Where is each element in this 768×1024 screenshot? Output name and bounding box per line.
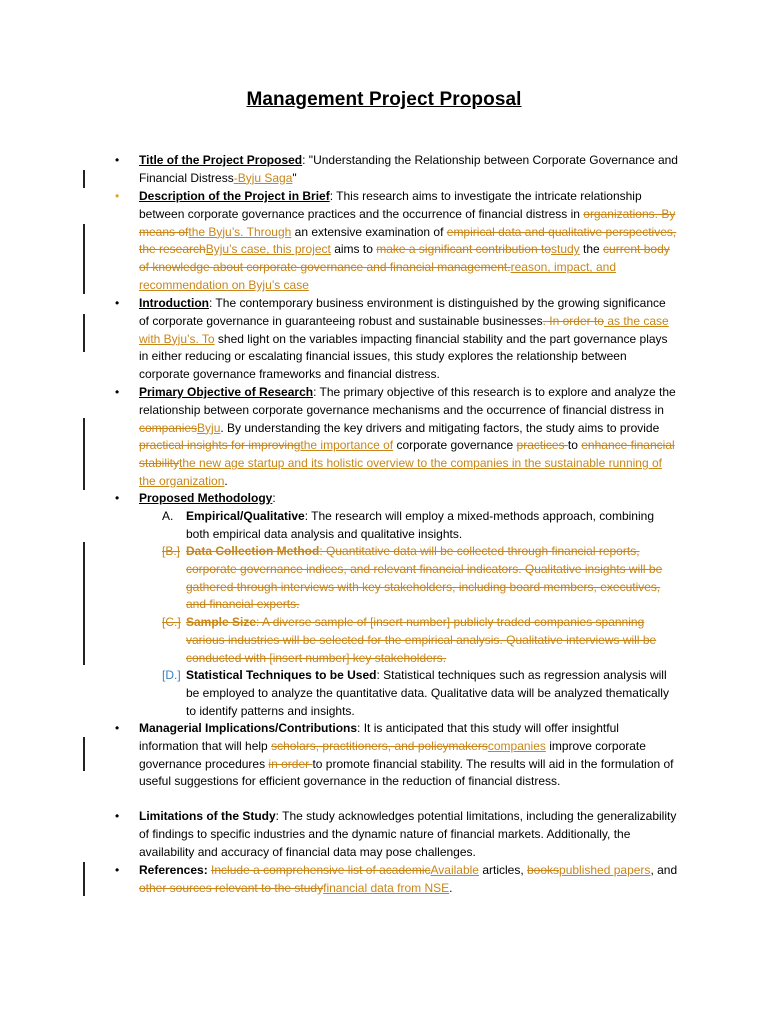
section-label: References: (139, 863, 208, 877)
deleted-text: other sources relevant to the study (139, 880, 324, 895)
section-text: an extensive examination of (291, 224, 447, 239)
method-data-collection (186, 543, 676, 614)
bullet-marker: • (115, 721, 120, 735)
inserted-text: the new age startup and its holistic overview to the companies in the sustainable running of the organization (139, 456, 662, 488)
inserted-text: Byju’s case, this project (205, 242, 331, 257)
inserted-text: study (551, 242, 580, 257)
deleted-text: scholars, practitioners, and policymakers (271, 738, 488, 753)
section-references (139, 862, 679, 898)
sub-marker-d: [D.] (162, 668, 181, 682)
section-text: . By understanding the key drivers and mitigating factors, the study aims to provide (220, 420, 660, 435)
page-title: Management Project Proposal (246, 89, 522, 110)
sub-label: Empirical/Qualitative (186, 509, 305, 523)
change-bar (83, 170, 85, 188)
section-text: aims to (330, 242, 377, 257)
sub-text: : Statistical techniques such as regression analysis will be employed to analyze the quantitative data. Qualitative data will be analyzed thematically to identify patterns and insights. (186, 668, 669, 718)
sub-text: : A diverse sample of [insert number] publicly traded companies spanning various industries will be selected for the empirical analysis. Qualitative interviews will be conducted with [insert number] key stakeholders. (186, 615, 657, 665)
change-bar (83, 737, 85, 771)
bullet-marker: • (115, 153, 120, 167)
inserted-text: as the case with Byju’s. To (139, 313, 669, 346)
section-text: shed light on the variables impacting financial stability and the part governance plays in either reducing or escalating financial issues, this study explores the relationship between corporate governance frameworks and financial distress. (139, 331, 668, 382)
deleted-text: . In order to (542, 313, 604, 328)
section-text: articles, (478, 863, 527, 877)
bullet-marker: • (115, 385, 120, 399)
sub-text: : The research will employ a mixed-methods approach, combining both empirical data analysis and qualitative insights. (186, 509, 654, 541)
deleted-text: Include a comprehensive list of academic (211, 863, 431, 877)
section-text: to promote financial stability. The results will aid in the formulation of useful suggestions for efficient governance in the reduction of financial distress. (139, 756, 674, 789)
inserted-text: the Byju’s. Through (188, 224, 292, 239)
section-label: Proposed Methodology (139, 491, 273, 505)
change-bar (83, 224, 85, 294)
sub-text: : Quantitative data will be collected through financial reports, corporate governance indices, and relevant financial indicators. Qualitative insights will be gathered through interviews with key stakeholders, including board members, executives, and financial experts. (186, 544, 663, 612)
deleted-text: practical insights for improving (139, 438, 301, 453)
section-description (139, 188, 679, 295)
section-text: " (292, 170, 297, 185)
section-text: . (449, 880, 453, 895)
section-text: : This research aims to investigate the intricate relationship between corporate governance practices and the occurrence of financial distress in (139, 189, 642, 221)
inserted-text: published papers (559, 863, 651, 877)
deleted-text: organizations. By means of (139, 206, 676, 239)
inserted-text: Byju (197, 420, 221, 435)
section-text: corporate governance (393, 438, 517, 453)
inserted-text: financial data from NSE (323, 880, 450, 895)
deleted-text: practices (516, 438, 568, 453)
inserted-text: reason, impact, and recommendation on Byju’s case (139, 260, 616, 292)
inserted-text: -Byju Saga (233, 170, 293, 185)
section-text: improve corporate governance procedures (139, 738, 646, 771)
section-text: the (579, 242, 604, 257)
section-text: : The contemporary business environment is distinguished by the growing significance of corporate governance in guaranteeing robust and sustainable businesses (139, 296, 666, 328)
section-text: : The study acknowledges potential limitations, including the generalizability of findings to specific industries and the dynamic nature of financial markets. Additionally, the availability and accuracy of financial data may pose challenges. (139, 809, 677, 859)
deleted-text: books (527, 863, 560, 877)
bullet-marker: • (115, 296, 120, 310)
section-label: Limitations of the Study (139, 809, 276, 823)
deleted-text: enhance financial stability (139, 438, 675, 471)
section-label: Title of the Project Proposed (139, 153, 303, 167)
method-empirical (186, 508, 676, 544)
section-text: : The primary objective of this research is to explore and analyze the relationship between corporate governance mechanisms and the occurrence of financial distress in (139, 385, 676, 417)
change-bar (83, 862, 85, 896)
section-methodology (139, 490, 679, 508)
section-text: : (272, 491, 276, 505)
sub-marker-a: A. (162, 509, 174, 523)
section-label: Managerial Implications/Contributions (139, 721, 358, 735)
section-label: Description of the Project in Brief (139, 189, 330, 203)
sub-marker-b: [B.] (162, 544, 181, 558)
deleted-text: empirical data and qualitative perspectives, the research (139, 224, 677, 257)
deleted-text: current body of knowledge about corporate governance and financial management. (139, 242, 670, 275)
change-bar (83, 418, 85, 490)
bullet-marker: • (115, 189, 120, 203)
section-label: Primary Objective of Research (139, 385, 314, 399)
section-title-project (139, 152, 679, 188)
section-text: to (567, 438, 582, 453)
section-text: , and (650, 863, 678, 877)
sub-label: Sample Size (186, 615, 257, 629)
section-introduction (139, 295, 679, 384)
method-statistical (186, 667, 676, 720)
inserted-text: the importance of (300, 438, 394, 453)
bullet-marker: • (115, 491, 120, 505)
section-label: Introduction (139, 296, 209, 310)
section-objective (139, 384, 679, 491)
sub-marker-c: [C.] (162, 615, 181, 629)
section-text: . (224, 473, 228, 488)
method-sample-size (186, 614, 676, 667)
sub-label: Statistical Techniques to be Used (186, 668, 377, 682)
section-text: : "Understanding the Relationship between Corporate Governance and Financial Distress (139, 153, 678, 185)
section-implications (139, 720, 679, 791)
inserted-text: companies (487, 738, 546, 753)
deleted-text: make a significant contribution to (376, 242, 551, 257)
change-bar (83, 615, 85, 665)
deleted-text: companies (139, 420, 198, 435)
change-bar (83, 314, 85, 352)
inserted-text: Available (430, 863, 479, 877)
change-bar (83, 542, 85, 616)
sub-label: Data Collection Method (186, 544, 320, 558)
section-text: : It is anticipated that this study will offer insightful information that will help (139, 721, 619, 753)
section-limitations (139, 808, 679, 861)
bullet-marker: • (115, 863, 120, 877)
bullet-marker: • (115, 809, 120, 823)
deleted-text: in order (268, 756, 313, 771)
